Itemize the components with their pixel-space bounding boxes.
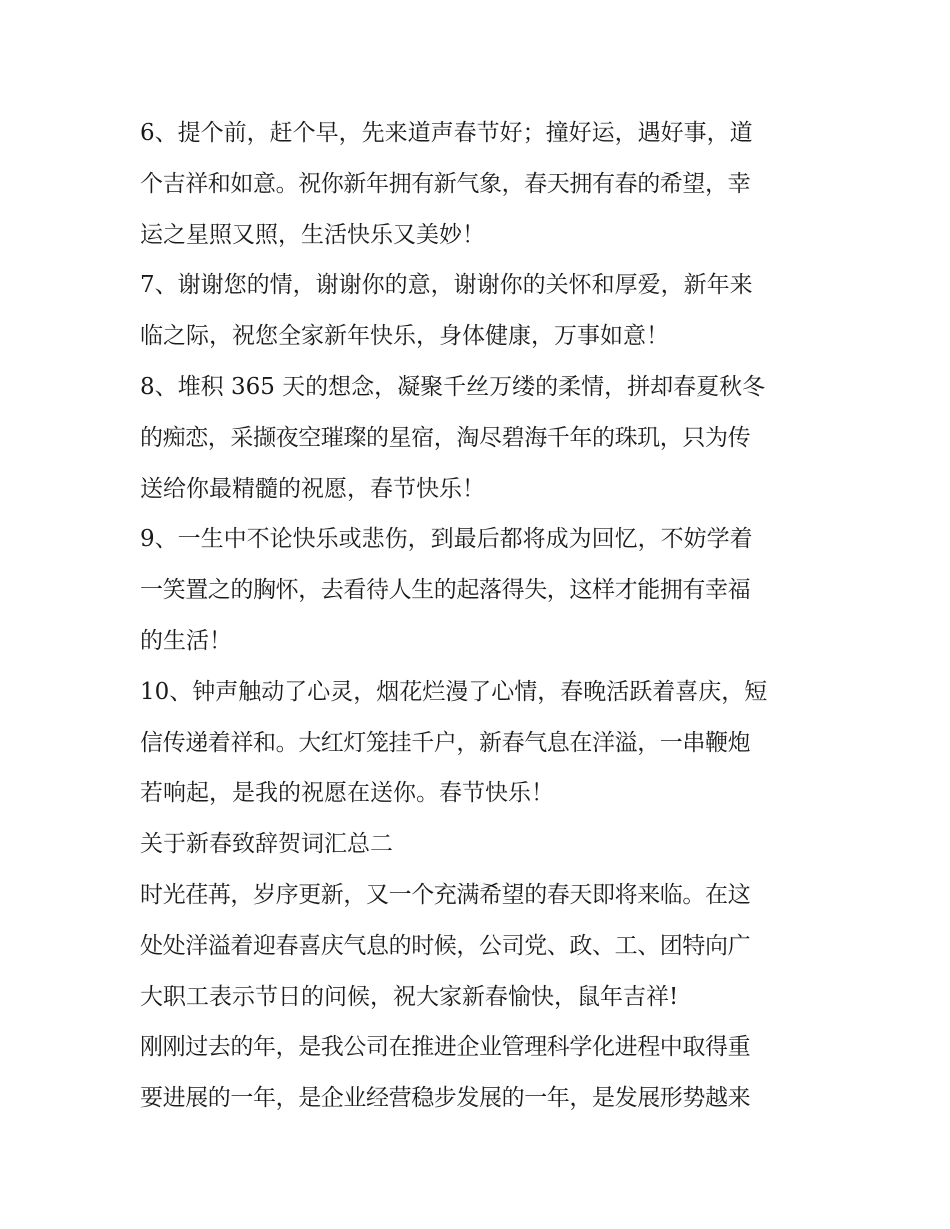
text-line: 7、谢谢您的情，谢谢你的意，谢谢你的关怀和厚爱，新年来 [140,272,753,299]
text-line: 10、钟声触动了心灵，烟花烂漫了心情，春晚活跃着喜庆，短 [140,678,768,705]
text-line: 的痴恋，采撷夜空璀璨的星宿，淘尽碧海千年的珠玑，只为传 [140,424,751,451]
text-line: 要进展的一年，是企业经营稳步发展的一年，是发展形势越来 [140,1085,751,1112]
text-line: 9、一生中不论快乐或悲伤，到最后都将成为回忆，不妨学着 [140,526,753,553]
text-line: 个吉祥和如意。祝你新年拥有新气象，春天拥有春的希望，幸 [140,170,751,197]
text-line: 若响起，是我的祝愿在送你。春节快乐！ [140,780,554,807]
text-line: 6、提个前，赶个早，先来道声春节好；撞好运，遇好事，道 [140,120,753,146]
text-line: 大职工表示节日的问候，祝大家新春愉快，鼠年吉祥! [140,983,679,1010]
text-line: 刚刚过去的年，是我公司在推进企业管理科学化进程中取得重 [140,1034,751,1061]
text-line: 8、堆积 365 天的想念，凝聚千丝万缕的柔情，拼却春夏秋冬 [140,373,766,400]
text-line: 运之星照又照，生活快乐又美妙！ [140,221,485,248]
text-line: 信传递着祥和。大红灯笼挂千户，新春气息在洋溢，一串鞭炮 [140,729,751,756]
text-line: 的生活！ [140,627,232,654]
text-line: 处处洋溢着迎春喜庆气息的时候，公司党、政、工、团特向广 [140,932,751,959]
text-line: 一笑置之的胸怀，去看待人生的起落得失，这样才能拥有幸福 [140,577,751,604]
text-line: 送给你最精髓的祝愿，春节快乐！ [140,475,485,502]
text-line: 时光荏苒，岁序更新，又一个充满希望的春天即将来临。在这 [140,881,751,908]
text-line: 临之际，祝您全家新年快乐，身体健康，万事如意！ [140,323,669,350]
document-body [140,108,820,1124]
section-heading: 关于新春致辞贺词汇总二 [140,831,393,858]
